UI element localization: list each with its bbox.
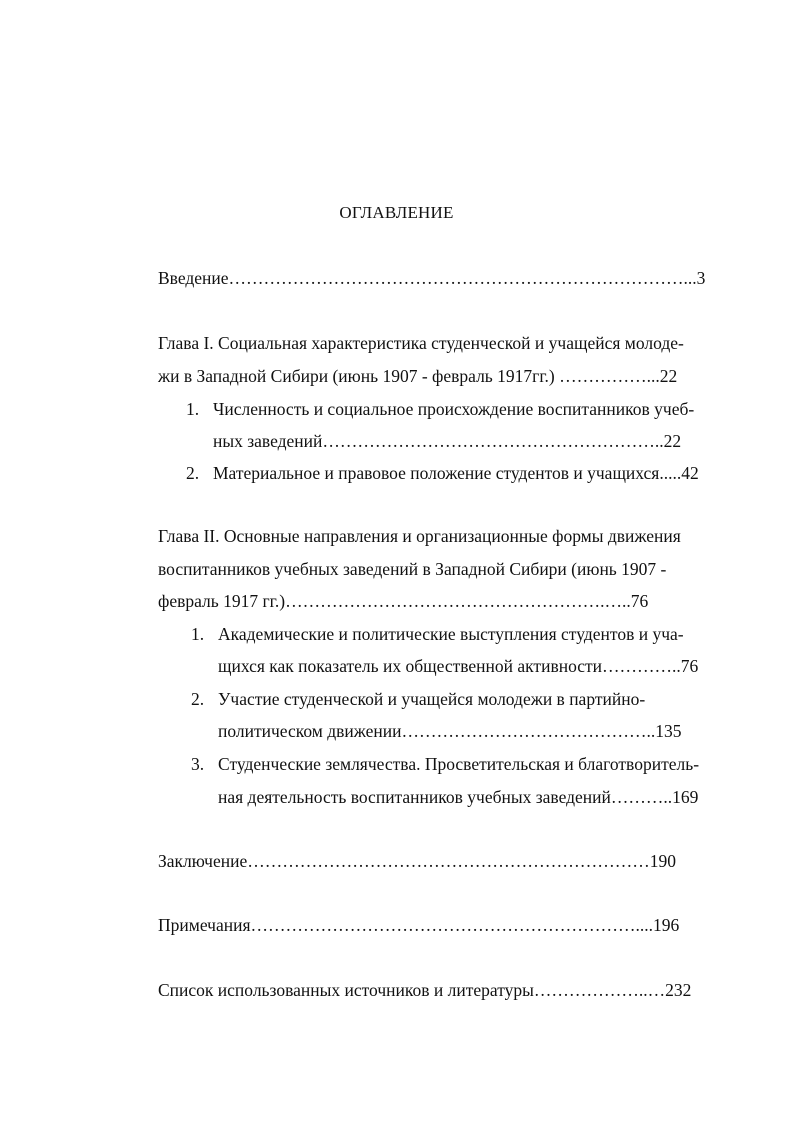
toc-section-1-1-number: 1. <box>186 399 200 419</box>
toc-chapter-2-line-3: февраль 1917 гг.)……………………………………………….…..76 <box>158 591 649 611</box>
toc-section-2-3-number: 3. <box>191 754 205 774</box>
toc-chapter-2-line-1: Глава II. Основные направления и организационные формы движения <box>158 526 681 546</box>
toc-section-2-3-line-1: Студенческие землячества. Просветительская и благотворитель- <box>218 754 700 774</box>
toc-entry-notes: Примечания…………………………………………………………....196 <box>158 915 680 935</box>
toc-chapter-1-line-2: жи в Западной Сибири (июнь 1907 - февраль 1917гг.) ……………...22 <box>158 366 678 386</box>
toc-chapter-2-line-2: воспитанников учебных заведений в Западной Сибири (июнь 1907 - <box>158 559 667 579</box>
toc-entry-introduction: Введение……………………………………………………………………...3 <box>158 268 706 288</box>
toc-section-2-2-number: 2. <box>191 689 205 709</box>
toc-section-2-1-number: 1. <box>191 624 205 644</box>
toc-section-2-2-line-1: Участие студенческой и учащейся молодежи в партийно- <box>218 689 646 709</box>
toc-section-1-1-line-2: ных заведений…………………………………………………..22 <box>213 431 682 451</box>
toc-section-1-1-line-1: Численность и социальное происхождение воспитанников учеб- <box>213 399 695 419</box>
toc-section-1-2-number: 2. <box>186 463 200 483</box>
toc-section-2-1-line-1: Академические и политические выступления студентов и уча- <box>218 624 684 644</box>
toc-section-2-3-line-2: ная деятельность воспитанников учебных заведений………..169 <box>218 787 699 807</box>
toc-section-2-2-line-2: политическом движении……………………………………..135 <box>218 721 682 741</box>
toc-chapter-1-line-1: Глава I. Социальная характеристика студенческой и учащейся молоде- <box>158 333 684 353</box>
toc-entry-bibliography: Список использованных источников и литературы………………..…232 <box>158 980 692 1000</box>
toc-entry-conclusion: Заключение……………………………………………………………190 <box>158 851 676 871</box>
toc-section-1-2-line-1: Материальное и правовое положение студентов и учащихся.....42 <box>213 463 699 483</box>
page-title: ОГЛАВЛЕНИЕ <box>339 203 454 222</box>
toc-section-2-1-line-2: щихся как показатель их общественной активности…………..76 <box>218 656 699 676</box>
